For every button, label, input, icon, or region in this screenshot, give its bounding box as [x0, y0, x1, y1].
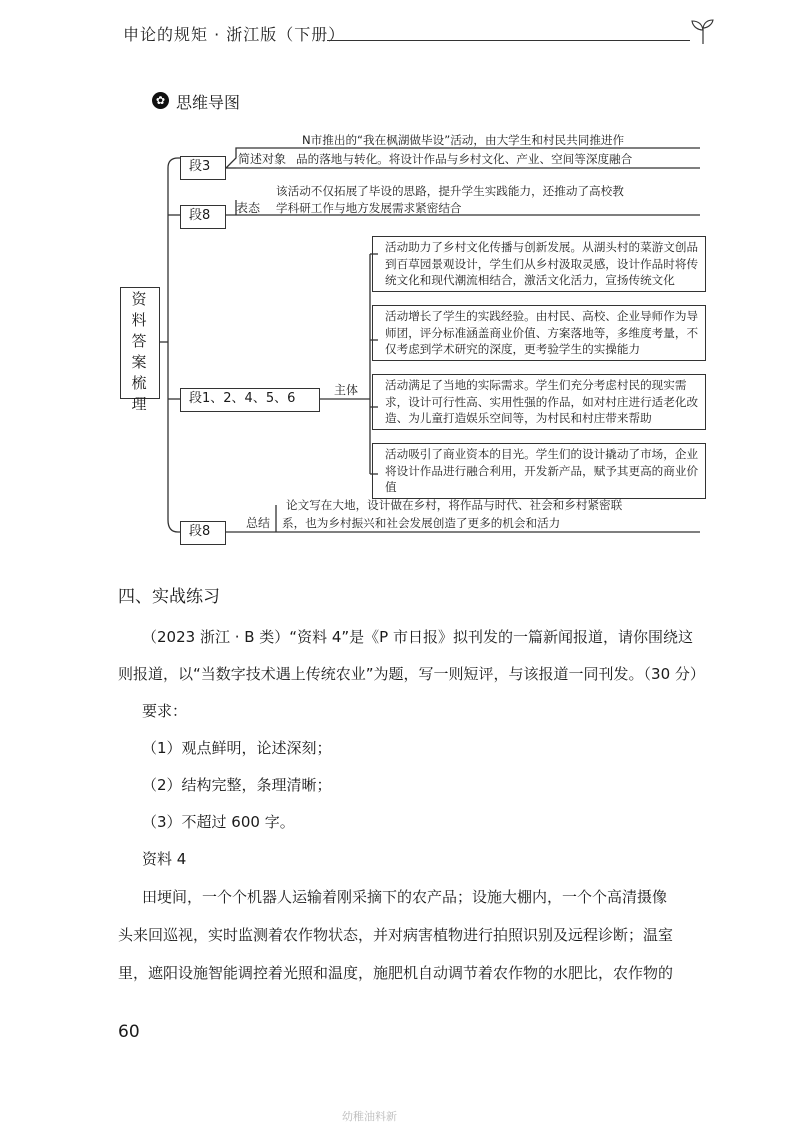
requirement-3: （3）不超过 600 字。: [142, 813, 295, 831]
branch4-text-line2: 系，也为乡村振兴和社会发展创造了更多的机会和活力: [282, 516, 561, 530]
edge-label-brief: 简述对象: [238, 152, 287, 166]
main-item-3: 活动满足了当地的实际需求。学生们充分考虑村民的现实需求，设计可行性高、实用性强的作品，如对村庄进行适老化改造、为儿童打造娱乐空间等，为村民和村庄带来帮助: [372, 374, 706, 430]
requirement-2: （2）结构完整，条理清晰；: [142, 776, 332, 794]
node-para-main: [180, 388, 320, 412]
footer-faint-text: 幼稚油料新: [342, 1110, 397, 1123]
main-item-1: 活动助力了乡村文化传播与创新发展。从湖头村的菜游文创品到百草园景观设计，学生们从乡村汲取灵感，设计作品时将传统文化和现代潮流相结合，激活文化活力，宣扬传统文化: [372, 236, 706, 292]
branch2-text-line2: 学科研工作与地方发展需求紧密结合: [276, 201, 462, 215]
main-item-4: 活动吸引了商业资本的目光。学生们的设计撬动了市场，企业将设计作品进行融合利用，开发新产品，赋予其更高的商业价值: [372, 443, 706, 499]
node-para8-stance-label: 段8: [189, 208, 211, 223]
branch4-text-line1: 论文写在大地，设计做在乡村，将作品与时代、社会和乡村紧密联: [286, 498, 623, 512]
question-line-2: 则报道，以“当数字技术遇上传统农业”为题，写一则短评，与该报道一同刊发。（30 分）: [118, 665, 705, 683]
material-line-3: 里，遮阳设施智能调控着光照和温度，施肥机自动调节着农作物的水肥比，农作物的: [118, 964, 674, 982]
node-para8-summary: [180, 521, 226, 545]
main-item-2: 活动增长了学生的实践经验。由村民、高校、企业导师作为导师团，评分标准涵盖商业价值、方案落地等，多维度考量，不仅考虑到学术研究的深度，更考验学生的实操能力: [372, 305, 706, 361]
edge-label-stance: 表态: [236, 201, 261, 215]
requirements-label: 要求：: [142, 702, 188, 720]
section-title: 思维导图: [176, 93, 241, 112]
node-para8-summary-label: 段8: [189, 524, 211, 539]
flower-icon: ✿: [152, 92, 169, 109]
node-para-main-label: 段1、2、4、5、6: [189, 391, 296, 406]
material-label: 资料 4: [142, 850, 187, 868]
requirement-1: （1）观点鲜明，论述深刻；: [142, 739, 332, 757]
running-title: 申论的规矩 · 浙江版（下册）: [123, 25, 346, 44]
branch1-text-line1: N市推出的“我在枫湖做毕设”活动，由大学生和村民共同推进作: [302, 133, 625, 147]
material-line-2: 头来回巡视，实时监测着农作物状态，并对病害植物进行拍照识别及远程诊断；温室: [118, 926, 674, 944]
material-line-1: 田埂间，一个个机器人运输着刚采摘下的农产品；设施大棚内，一个个高清摄像: [142, 888, 668, 906]
practice-heading: 四、实战练习: [118, 587, 220, 607]
node-para3-label: 段3: [189, 159, 211, 174]
branch2-text-line1: 该活动不仅拓展了毕设的思路，提升学生实践能力，还推动了高校教: [276, 184, 624, 198]
page-number: 60: [118, 1022, 140, 1042]
question-line-1: （2023 浙江 · B 类）“资料 4”是《P 市日报》拟刊发的一篇新闻报道，请你围绕这: [142, 628, 693, 646]
root-node-label: 资 料 答 案 梳 理: [131, 290, 147, 413]
branch1-text-line2: 品的落地与转化。将设计作品与乡村文化、产业、空间等深度融合: [296, 152, 633, 166]
node-para8-stance: [180, 205, 226, 229]
node-para3: [180, 156, 226, 180]
edge-label-summary: 总结: [246, 516, 271, 530]
edge-label-main: 主体: [334, 383, 359, 397]
